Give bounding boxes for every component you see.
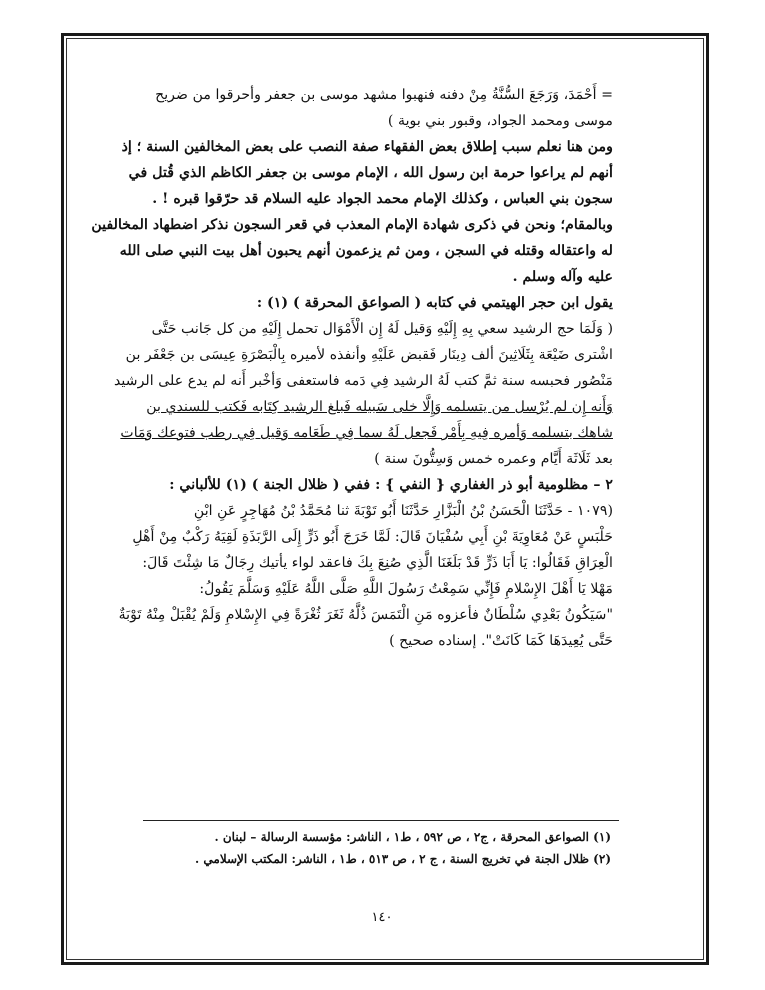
- footnotes: [170, 826, 611, 870]
- text-line: بعد ثَلَاثَة أَيَّام وعمره خمس وَسِتُّونَ سنة ): [374, 451, 613, 467]
- text-line: الْعِرَاقِ فَقَالُوا: يَا أَبَا ذَرٍّ قَدْ بَلَغَنَا الَّذِي صُنِعَ بِكَ فاعقد لواء يأتيك رِجَالٌ مَا شِئْتَ قَالَ:: [142, 555, 613, 571]
- text-line: ( وَلَمَا حج الرشيد سعي بِهِ إِلَيْهِ وَقيل لَهُ إِن الْأَمْوَال تحمل إِلَيْهِ من كل جَانب حَتَّى: [151, 321, 613, 337]
- footnote-1: (١) الصواعق المحرقة ، ج٢ ، ص ٥٩٢ ، ط١ ، الناشر: مؤسسة الرسالة – لبنان .: [214, 830, 611, 844]
- text-line: موسى ومحمد الجواد، وقبور بني بوية ): [387, 113, 613, 129]
- text-line: اشْترى ضَيْعَة بِثَلَاثِينَ ألف دِينَار فَقبض عَلَيْهِ وأنفذه لأميره بِالْبَصْرَةِ عِيسَى بن جَعْفَر بن: [125, 347, 613, 363]
- page-body: [91, 82, 613, 654]
- text-line: سجون بني العباس ، وكذلك الإمام محمد الجواد عليه السلام قد حرّقوا قبره ! .: [152, 191, 613, 207]
- footnote-2: (٢) ظلال الجنة في تخريج السنة ، ج ٢ ، ص ٥١٣ ، ط١ ، الناشر: المكتب الإسلامي .: [195, 852, 611, 866]
- text-line: ومن هنا نعلم سبب إطلاق بعض الفقهاء صفة النصب على بعض المخالفين السنة ؛ إذ: [121, 139, 613, 155]
- text-line: يقول ابن حجر الهيتمي في كتابه ( الصواعق المحرقة ) (١) :: [256, 295, 613, 311]
- text-line: حَلْبَسٍ عَنْ مُعَاوِيَةَ بْنِ أَبِي سُفْيَانَ قَالَ: لَمَّا خَرَجَ أَبُو ذَرٍّ إِلَى الرَّبَذَةِ لَقِيَهُ رَكْبٌ مِنْ أَهْلِ: [132, 529, 613, 545]
- text-line: وَأَنه إِن لم يُرْسل من يتسلمه وَإِلَّا خلى سَبيله فَبلغ الرشيد كِتَابه فَكتب للسندي بن: [146, 399, 613, 415]
- text-line: = أَحْمَدَ، وَرَجَعَ السُّنَّةُ مِنْ دفنه فنهبوا مشهد موسى بن جعفر وأحرقوا من ضريح: [155, 87, 613, 103]
- text-line: مَنْصُور فحبسه سنة ثمَّ كتب لَهُ الرشيد فِي دَمه فاستعفى وَأخْبر أَنه لم يدع على الرشيد: [113, 373, 613, 389]
- text-line: شاهك بتسلمه وَأمره فِيهِ بِأَمْر فَجعل لَهُ سما فِي طَعَامه وَقيل فِي رطب فتوعك وَمَات: [120, 425, 613, 441]
- text-line: له واعتقاله وقتله في السجن ، ومن ثم يزعمون أنهم يحبون أهل بيت النبي صلى الله: [119, 243, 613, 259]
- text-line: مَهْلا يَا أَهْلَ الإِسْلامِ فَإِنِّي سَمِعْتُ رَسُولَ اللَّهِ صَلَّى اللَّهُ عَلَيْهِ وَسَلَّمَ يَقُولُ:: [199, 581, 613, 597]
- footnote-separator: [143, 820, 619, 821]
- page-number: ١٤٠: [371, 910, 393, 925]
- text-line: "سَيَكُونُ بَعْدِي سُلْطَانٌ فأعزوه مَنِ الْتَمَسَ ذُلَّهُ ثَغَرَ ثُغْرَةً فِي الإِسْلامِ وَلَمْ يُقْبَلْ مِنْهُ تَوْبَةٌ: [118, 607, 613, 623]
- text-line: وبالمقام؛ ونحن في ذكرى شهادة الإمام المعذب في قعر السجون نذكر اضطهاد المخالفين: [91, 217, 613, 233]
- text-line: أنهم لم يراعوا حرمة ابن رسول الله ، الإمام موسى بن جعفر الكاظم الذي قُتل في: [128, 165, 613, 181]
- text-line: حَتَّى يُعِيدَهَا كَمَا كَانَتْ". إسناده صحيح ): [389, 633, 613, 649]
- text-line: ٢ – مظلومية أبو ذر الغفاري { النفي } : ففي ( ظلال الجنة ) (١) للألباني :: [169, 477, 613, 493]
- text-line: عليه وآله وسلم .: [512, 269, 613, 285]
- text-line: (١٠٧٩ - حَدَّثَنَا الْحَسَنُ بْنُ الْبَزَّارِ حَدَّثَنَا أَبُو تَوْبَةَ ثنا مُحَمَّدُ بْنُ مُهَاجِرٍ عَنِ ابْنِ: [193, 503, 613, 519]
